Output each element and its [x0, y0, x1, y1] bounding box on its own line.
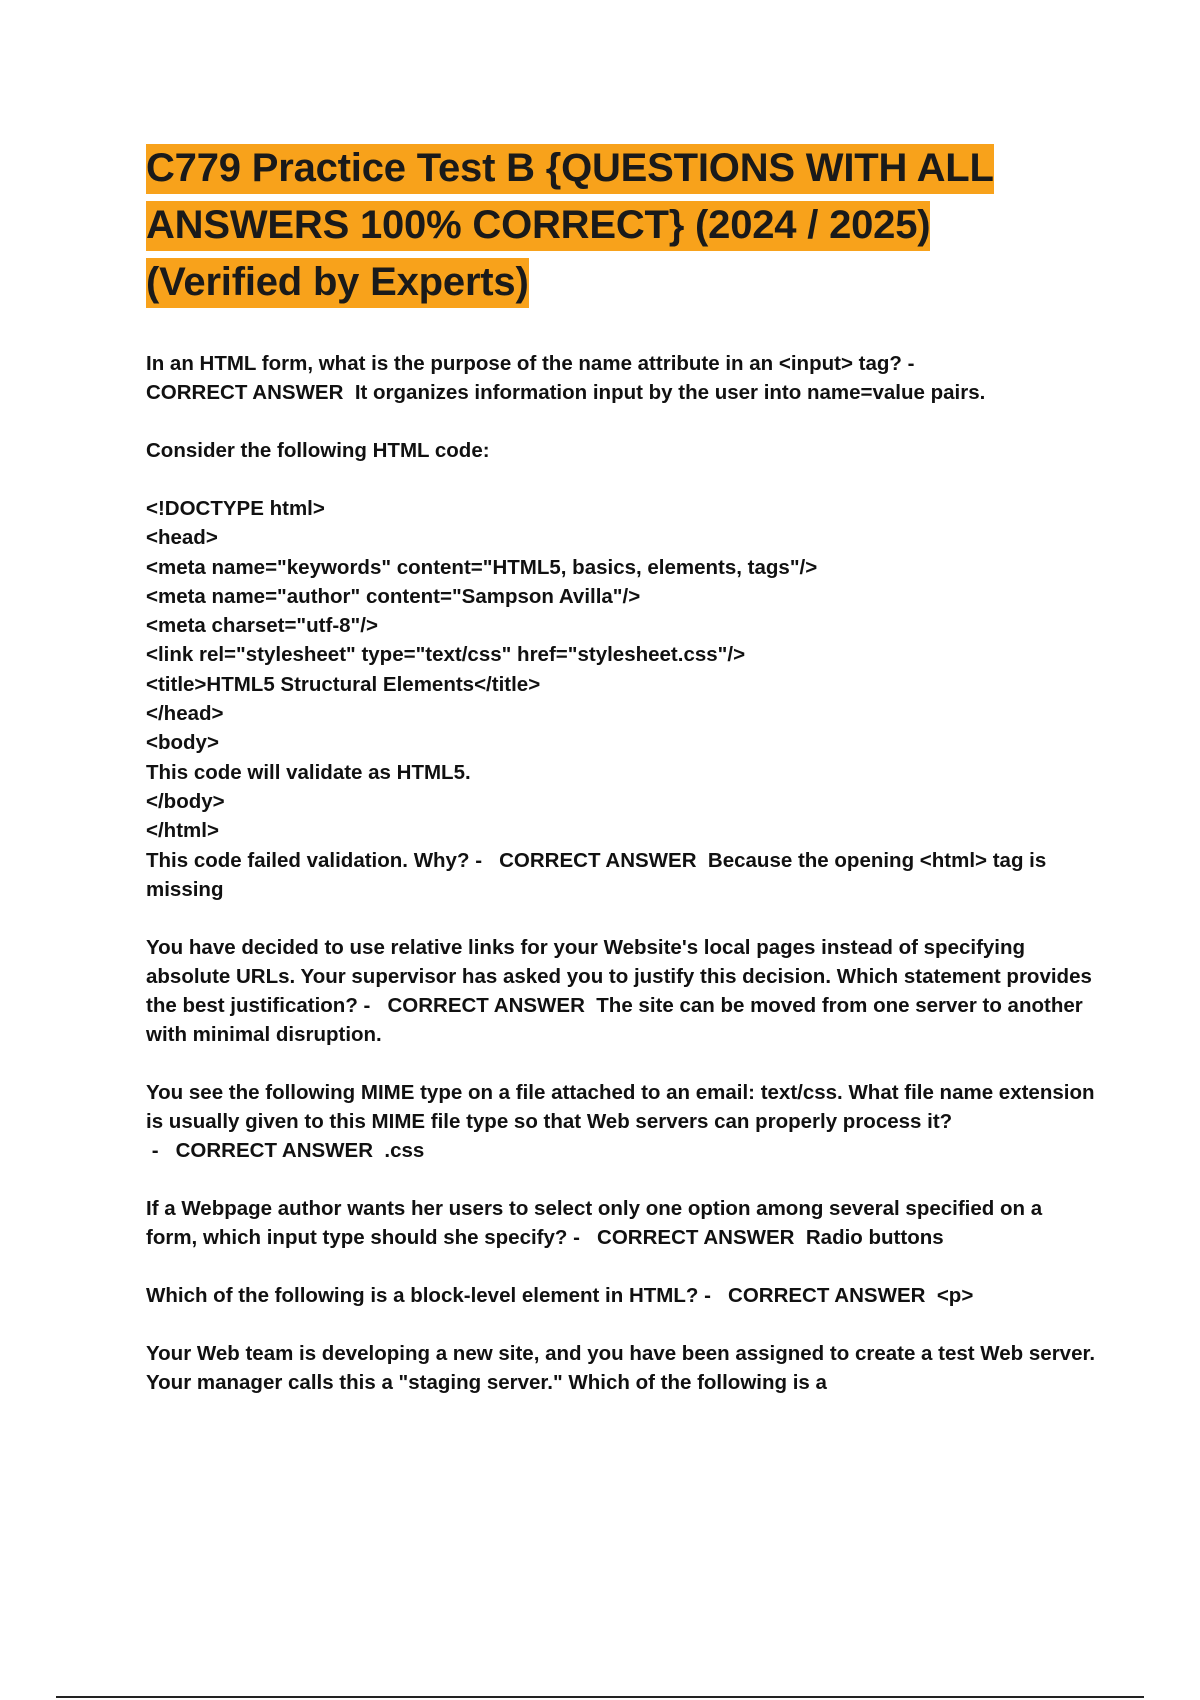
code-line: <meta charset="utf-8"/>: [146, 614, 378, 638]
code-line: </html>: [146, 819, 219, 843]
question-text: Which of the following is a block-level element in HTML?: [146, 1283, 699, 1307]
answer-label: CORRECT ANSWER: [175, 1138, 374, 1162]
qa-item-1: In an HTML form, what is the purpose of the name attribute in an <input> tag? - CORRECT ANSWER It organizes information input by the user into name=value pairs.: [146, 352, 986, 404]
answer-label: CORRECT ANSWER: [146, 381, 344, 404]
document-page: [146, 140, 1096, 1426]
answer-text: .css: [384, 1138, 425, 1162]
code-line: This code will validate as HTML5.: [146, 760, 471, 784]
question-text: This code failed validation. Why?: [146, 848, 470, 872]
question-text: Your Web team is developing a new site, and you have been assigned to create a test Web server. Your manager calls this a "staging server." Which of the following is a: [146, 1341, 1096, 1394]
answer-text: Because the opening <html> tag is missing: [146, 848, 1047, 901]
answer-text: The site can be moved from one server to another with minimal disruption.: [146, 993, 1083, 1046]
code-line: </head>: [146, 702, 224, 726]
qa-item-4: You see the following MIME type on a file attached to an email: text/css. What file name extension is usually given to this MIME file type so that Web servers can properly process it? - CORRECT ANSWER .css: [146, 1080, 1095, 1162]
code-line: <title>HTML5 Structural Elements</title>: [146, 672, 541, 696]
title-highlight: C779 Practice Test B {QUESTIONS WITH ALL ANSWERS 100% CORRECT} (2024 / 2025) (Verified by Experts): [146, 144, 994, 308]
code-block: [146, 494, 1096, 846]
question-text: If a Webpage author wants her users to select only one option among several specified on a form, which input type should she specify?: [146, 1196, 1043, 1249]
qa-item-5: If a Webpage author wants her users to select only one option among several specified on a form, which input type should she specify? - CORRECT ANSWER Radio buttons: [146, 1196, 1043, 1249]
code-line: <link rel="stylesheet" type="text/css" href="stylesheet.css"/>: [146, 643, 746, 667]
code-line: <body>: [146, 731, 219, 755]
question-text: You see the following MIME type on a file attached to an email: text/css. What file name extension is usually given to this MIME file type so that Web servers can properly process it?: [146, 1080, 1095, 1133]
document-title: [146, 140, 1096, 311]
code-line: <meta name="keywords" content="HTML5, basics, elements, tags"/>: [146, 555, 818, 579]
qa-item-3: You have decided to use relative links for your Website's local pages instead of specifying absolute URLs. Your supervisor has asked you to justify this decision. Which statement provides the best justification? - CORRECT ANSWER The site can be moved from one server to another with minimal disruption.: [146, 935, 1092, 1046]
answer-text: It organizes information input by the user into name=value pairs.: [354, 381, 986, 404]
answer-label: CORRECT ANSWER: [499, 848, 697, 872]
answer-label: CORRECT ANSWER: [387, 993, 585, 1017]
footer-divider: [56, 1696, 1144, 1698]
answer-text: Radio buttons: [805, 1225, 944, 1249]
qa-item-7: [146, 1339, 1096, 1397]
answer-label: CORRECT ANSWER: [728, 1283, 926, 1307]
question-text: In an HTML form, what is the purpose of the name attribute in an <input> tag?: [146, 352, 902, 375]
answer-label: CORRECT ANSWER: [597, 1225, 795, 1249]
code-line: <meta name="author" content="Sampson Avilla"/>: [146, 584, 641, 608]
code-line: <!DOCTYPE html>: [146, 497, 325, 520]
code-line: </body>: [146, 789, 225, 813]
code-intro: Consider the following HTML code:: [146, 439, 490, 462]
code-line: <head>: [146, 526, 218, 550]
question-text: You have decided to use relative links for your Website's local pages instead of specifying absolute URLs. Your supervisor has asked you to justify this decision. Which statement provides the best justification?: [146, 935, 1092, 1017]
qa-item-6: Which of the following is a block-level element in HTML? - CORRECT ANSWER <p>: [146, 1283, 974, 1307]
answer-text: <p>: [936, 1283, 974, 1307]
qa-item-2: Consider the following HTML code: <!DOCTYPE html> <head> <meta name="keywords" content="HTML5, basics, elements, tags"/> <meta name="author" content="Sampson Avilla"/> <meta charset="utf-8"/> <link rel="stylesheet" type="text/css" href="stylesheet.css"/> <title>HTML5 Structural Elements</title> </head> <body> This code will validate as HTML5. </body> </html> This code failed validation. Why? - CORRECT ANSWER Because the opening <html> tag is missing: [146, 436, 1096, 904]
